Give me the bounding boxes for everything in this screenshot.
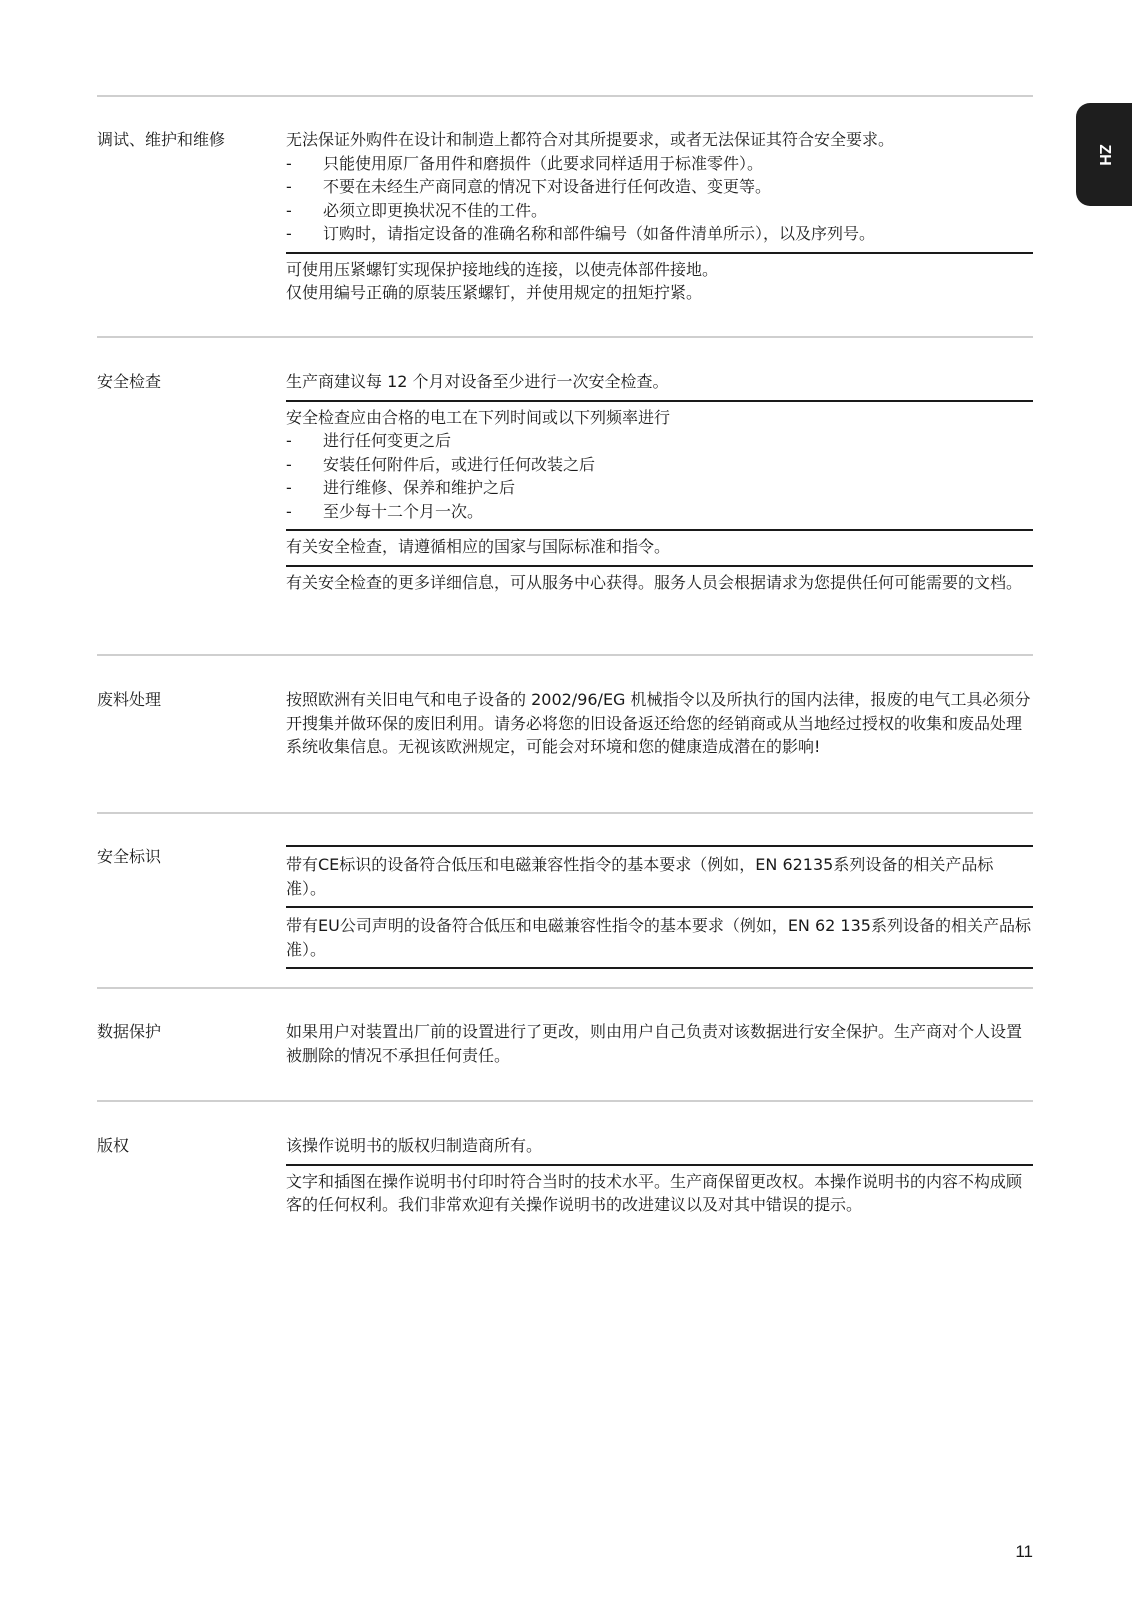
list-item: - 进行任何变更之后 [286, 429, 1033, 453]
section-label: 安全检查 [97, 372, 162, 391]
paragraph: 文字和插图在操作说明书付印时符合当时的技术水平。生产商保留更改权。本操作说明书的内容不构成顾客的任何权利。我们非常欢迎有关操作说明书的改进建议以及对其中错误的提示。 [286, 1171, 1023, 1214]
list-item: - 安装任何附件后，或进行任何改装之后 [286, 453, 1033, 477]
section-content [286, 1134, 1033, 1223]
section-content [286, 1020, 1033, 1073]
list-item: - 不要在未经生产商同意的情况下对设备进行任何改造、变更等。 [286, 175, 1033, 199]
section-label: 调试、维护和维修 [97, 130, 226, 149]
section-content [286, 845, 1033, 969]
section-label: 版权 [97, 1136, 130, 1155]
section-label: 数据保护 [97, 1022, 162, 1041]
section-label: 安全标识 [97, 847, 162, 866]
section-divider [97, 1100, 1033, 1102]
paragraph: 生产商建议每 12 个月对设备至少进行一次安全检查。 [286, 372, 669, 391]
paragraph: 如果用户对装置出厂前的设置进行了更改，则由用户自己负责对该数据进行安全保护。生产商对个人设置被删除的情况不承担任何责任。 [286, 1022, 1023, 1065]
section-divider [97, 95, 1033, 97]
list-item: - 订购时，请指定设备的准确名称和部件编号（如备件清单所示），以及序列号。 [286, 222, 1033, 246]
paragraph: 有关安全检查，请遵循相应的国家与国际标准和指令。 [286, 537, 671, 556]
list-item: - 必须立即更换状况不佳的工件。 [286, 199, 1033, 223]
section-content [286, 370, 1033, 600]
list-item: - 至少每十二个月一次。 [286, 500, 1033, 524]
paragraph: 带有CE标识的设备符合低压和电磁兼容性指令的基本要求（例如，EN 62135系列设备的相关产品标准）。 [286, 855, 994, 898]
section-label: 废料处理 [97, 690, 162, 709]
paragraph: 该操作说明书的版权归制造商所有。 [286, 1136, 543, 1155]
list-marker: - [286, 224, 292, 243]
paragraph-rule [286, 967, 1033, 969]
section-content [286, 688, 1033, 765]
paragraph: 可使用压紧螺钉实现保护接地线的连接，以使壳体部件接地。 仅使用编号正确的原装压紧螺钉，并使用规定的扭矩拧紧。 [286, 259, 719, 302]
list-marker: - [286, 478, 292, 497]
list-item: - 只能使用原厂备用件和磨损件（此要求同样适用于标准零件）。 [286, 152, 1033, 176]
list-item: - 进行维修、保养和维护之后 [286, 476, 1033, 500]
list-marker: - [286, 501, 292, 521]
intro-text: 无法保证外购件在设计和制造上都符合对其所提要求，或者无法保证其符合安全要求。 [286, 130, 895, 149]
section-divider [97, 654, 1033, 656]
paragraph: 有关安全检查的更多详细信息，可从服务中心获得。服务人员会根据请求为您提供任何可能需要的文档。 [286, 572, 1023, 592]
list-marker: - [286, 177, 292, 196]
paragraph [286, 128, 1033, 252]
section-content [286, 128, 1033, 311]
list-marker: - [286, 454, 292, 474]
list-marker: - [286, 200, 292, 220]
section-divider [97, 336, 1033, 338]
language-tab [1076, 103, 1132, 206]
paragraph: 带有EU公司声明的设备符合低压和电磁兼容性指令的基本要求（例如，EN 62 135系列设备的相关产品标准）。 [286, 916, 1031, 959]
paragraph: 按照欧洲有关旧电气和电子设备的 2002/96/EG 机械指令以及所执行的国内法律，报废的电气工具必须分开搜集并做环保的废旧利用。请务必将您的旧设备返还给您的经销商或从当地经过授权的收集和废品处理系统收集信息。无视该欧洲规定，可能会对环境和您的健康造成潜在的影响! [286, 690, 1031, 756]
language-tab-label: ZH [1096, 143, 1113, 166]
section-divider [97, 812, 1033, 814]
list-marker: - [286, 153, 292, 173]
section-divider [97, 987, 1033, 989]
list-marker: - [286, 431, 292, 450]
paragraph: 安全检查应由合格的电工在下列时间或以下列频率进行 - 进行任何变更之后 - 安装任何附件后，或进行任何改装之后 - 进行维修、保养和维护之后 - 至少每十二个月一次。 [286, 402, 1033, 530]
page-number: 11 [1015, 1542, 1033, 1561]
